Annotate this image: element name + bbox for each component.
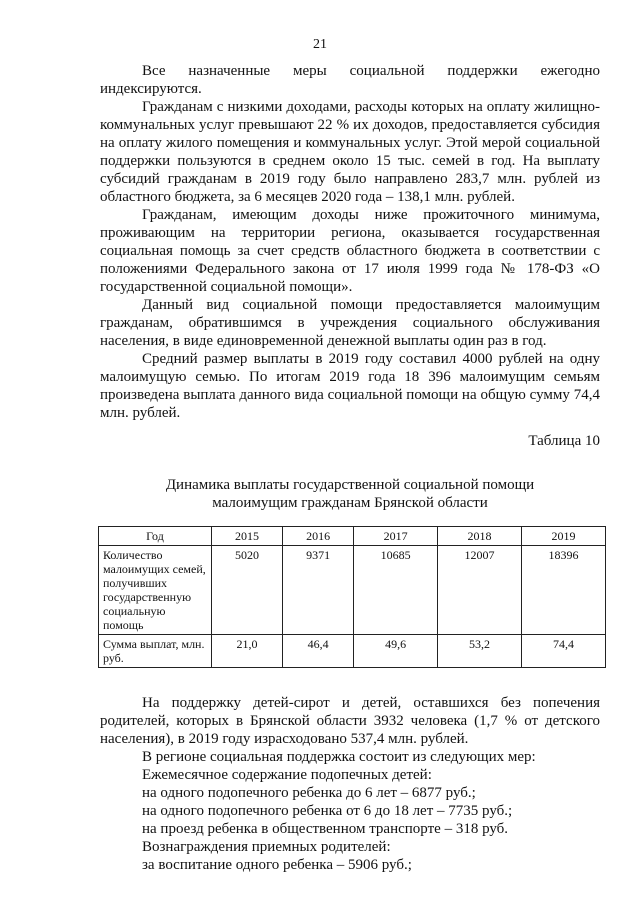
header-cell: 2017 (354, 527, 438, 546)
body-text (100, 62, 600, 874)
row-label: Сумма выплат, млн. руб. (99, 635, 212, 668)
table-caption-line: Динамика выплаты государственной социальной помощи (165, 477, 535, 493)
header-cell: 2015 (212, 527, 283, 546)
text-line: Вознаграждения приемных родителей: (142, 839, 391, 855)
table-caption-line: малоимущим гражданам Брянской области (212, 495, 488, 511)
text-line: на проезд ребенка в общественном транспорте – 318 руб. (142, 821, 509, 837)
table-caption (100, 476, 600, 512)
paragraph: На поддержку детей-сирот и детей, оставшихся без попечения родителей, которых в Брянской области 3932 человека (1,7 % от детского населения), в 2019 году израсходовано 537,4 млн. рублей. (100, 695, 600, 747)
header-cell: 2016 (283, 527, 354, 546)
paragraph: Гражданам с низкими доходами, расходы которых на оплату жилищно-коммунальных услуг превышают 22 % их доходов, предоставляется субсидия на оплату жилого помещения и коммунальных услуг. Этой мерой социальной поддержки пользуются в среднем около 15 тыс. семей в год. На выплату субсидий гражданам в 2019 году было направлено 283,7 млн. рублей из областного бюджета, за 6 месяцев 2020 года – 138,1 млн. рублей. (100, 99, 600, 205)
text-line: на одного подопечного ребенка до 6 лет – 6877 руб.; (142, 785, 476, 801)
paragraph: Данный вид социальной помощи предоставляется малоимущим гражданам, обратившимся в учреждения социального обслуживания населения, в виде единовременной денежной выплаты один раз в год. (100, 297, 600, 349)
paragraph: Все назначенные меры социальной поддержки ежегодно индексируются. (100, 63, 600, 97)
table-cell: 5020 (212, 546, 283, 635)
row-label: Количество малоимущих семей, получивших государственную социальную помощь (99, 546, 212, 635)
table-cell: 53,2 (438, 635, 522, 668)
table-cell: 74,4 (522, 635, 606, 668)
table-header-row (99, 527, 606, 546)
table-cell: 9371 (283, 546, 354, 635)
header-cell: 2019 (522, 527, 606, 546)
table-row (99, 546, 606, 635)
paragraph: Средний размер выплаты в 2019 году составил 4000 рублей на одну малоимущую семью. По итогам 2019 года 18 396 малоимущим семьям произведена выплата данного вида социальной помощи на общую сумму 74,4 млн. рублей. (100, 351, 600, 421)
text-line: В регионе социальная поддержка состоит из следующих мер: (142, 749, 536, 765)
header-cell: Год (99, 527, 212, 546)
table-cell: 49,6 (354, 635, 438, 668)
table-number: Таблица 10 (528, 433, 600, 449)
table-row (99, 635, 606, 668)
text-line: за воспитание одного ребенка – 5906 руб.; (142, 857, 412, 873)
table-cell: 21,0 (212, 635, 283, 668)
table-cell: 46,4 (283, 635, 354, 668)
table-cell: 18396 (522, 546, 606, 635)
text-after-table (100, 694, 600, 874)
data-table (98, 526, 606, 668)
header-cell: 2018 (438, 527, 522, 546)
table-cell: 12007 (438, 546, 522, 635)
paragraph: Гражданам, имеющим доходы ниже прожиточного минимума, проживающим на территории региона, оказывается государственная социальная помощь за счет средств областного бюджета в соответствии с положениями Федерального закона от 17 июля 1999 года № 178-ФЗ «О государственной социальной помощи». (100, 207, 600, 295)
text-line: на одного подопечного ребенка от 6 до 18 лет – 7735 руб.; (142, 803, 513, 819)
page-number: 21 (313, 37, 327, 52)
text-line: Ежемесячное содержание подопечных детей: (142, 767, 432, 783)
table-cell: 10685 (354, 546, 438, 635)
